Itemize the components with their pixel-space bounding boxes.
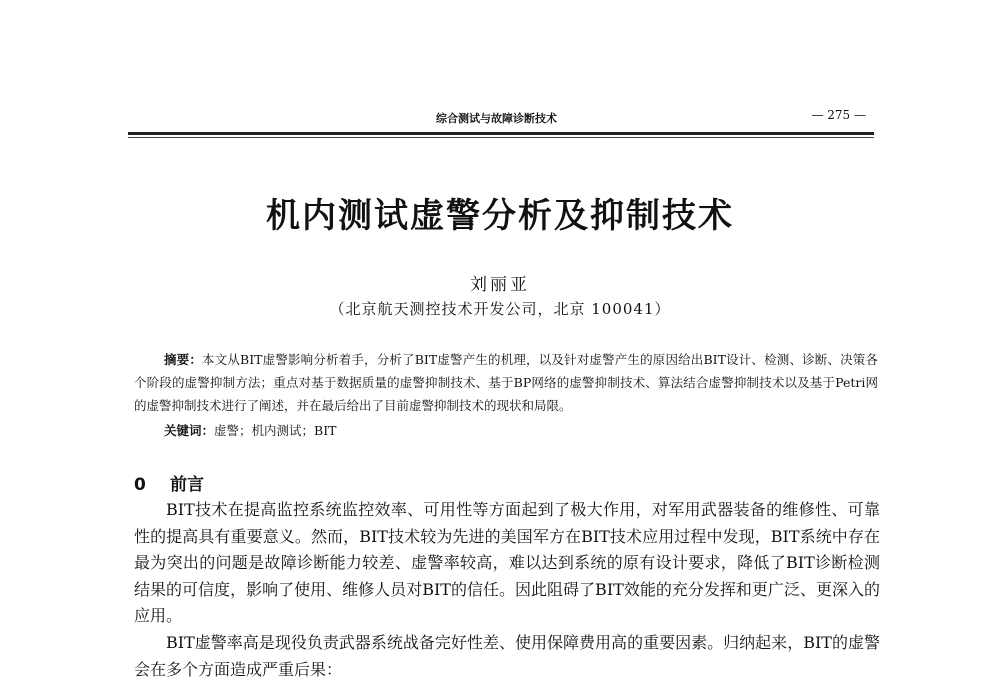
body-paragraph-2: BIT虚警率高是现役负责武器系统战备完好性差、使用保障费用高的重要因素。归纳起来，BIT的虚警会在多个方面造成严重后果： [134,632,880,679]
keywords [164,420,864,442]
section-title: 前言 [170,475,204,495]
body-text [134,497,880,683]
page-number: — 275 — [811,108,866,122]
keywords-label: 关键词： [164,423,215,438]
journal-title: 综合测试与故障诊断技术 [436,112,557,125]
keywords-text: 虚警；机内测试；BIT [214,423,337,438]
abstract-text: 本文从BIT虚警影响分析着手，分析了BIT虚警产生的机理，以及针对虚警产生的原因给出BIT设计、检测、诊断、决策各个阶段的虚警抑制方法；重点对基于数据质量的虚警抑制技术、基于BP网络的虚警抑制技术、算法结合虚警抑制技术以及基于Petri网的虚警抑制技术进行了阐述，并在最后给出了目前虚警抑制技术的现状和局限。 [134,352,878,413]
section-number: 0 [134,475,146,495]
paper-title: 机内测试虚警分析及抑制技术 [266,196,734,236]
abstract [134,348,878,417]
running-header [120,108,880,128]
author-name: 刘丽亚 [470,275,530,295]
abstract-label: 摘要： [164,352,203,367]
header-rule-thin [128,137,874,138]
body-paragraph-1: BIT技术在提高监控系统监控效率、可用性等方面起到了极大作用，对军用武器装备的维修性、可靠性的提高具有重要意义。然而，BIT技术较为先进的美国军方在BIT技术应用过程中发现，BIT系统中存在最为突出的问题是故障诊断能力较差、虚警率较高，难以达到系统的原有设计要求，降低了BIT诊断检测结果的可信度，影响了使用、维修人员对BIT的信任。因此阻碍了BIT效能的充分发挥和更广泛、更深入的应用。 [134,500,880,626]
header-rule-thick [128,132,874,135]
section-heading [134,470,204,495]
author-affiliation: （北京航天测控技术开发公司，北京 100041） [329,300,671,318]
